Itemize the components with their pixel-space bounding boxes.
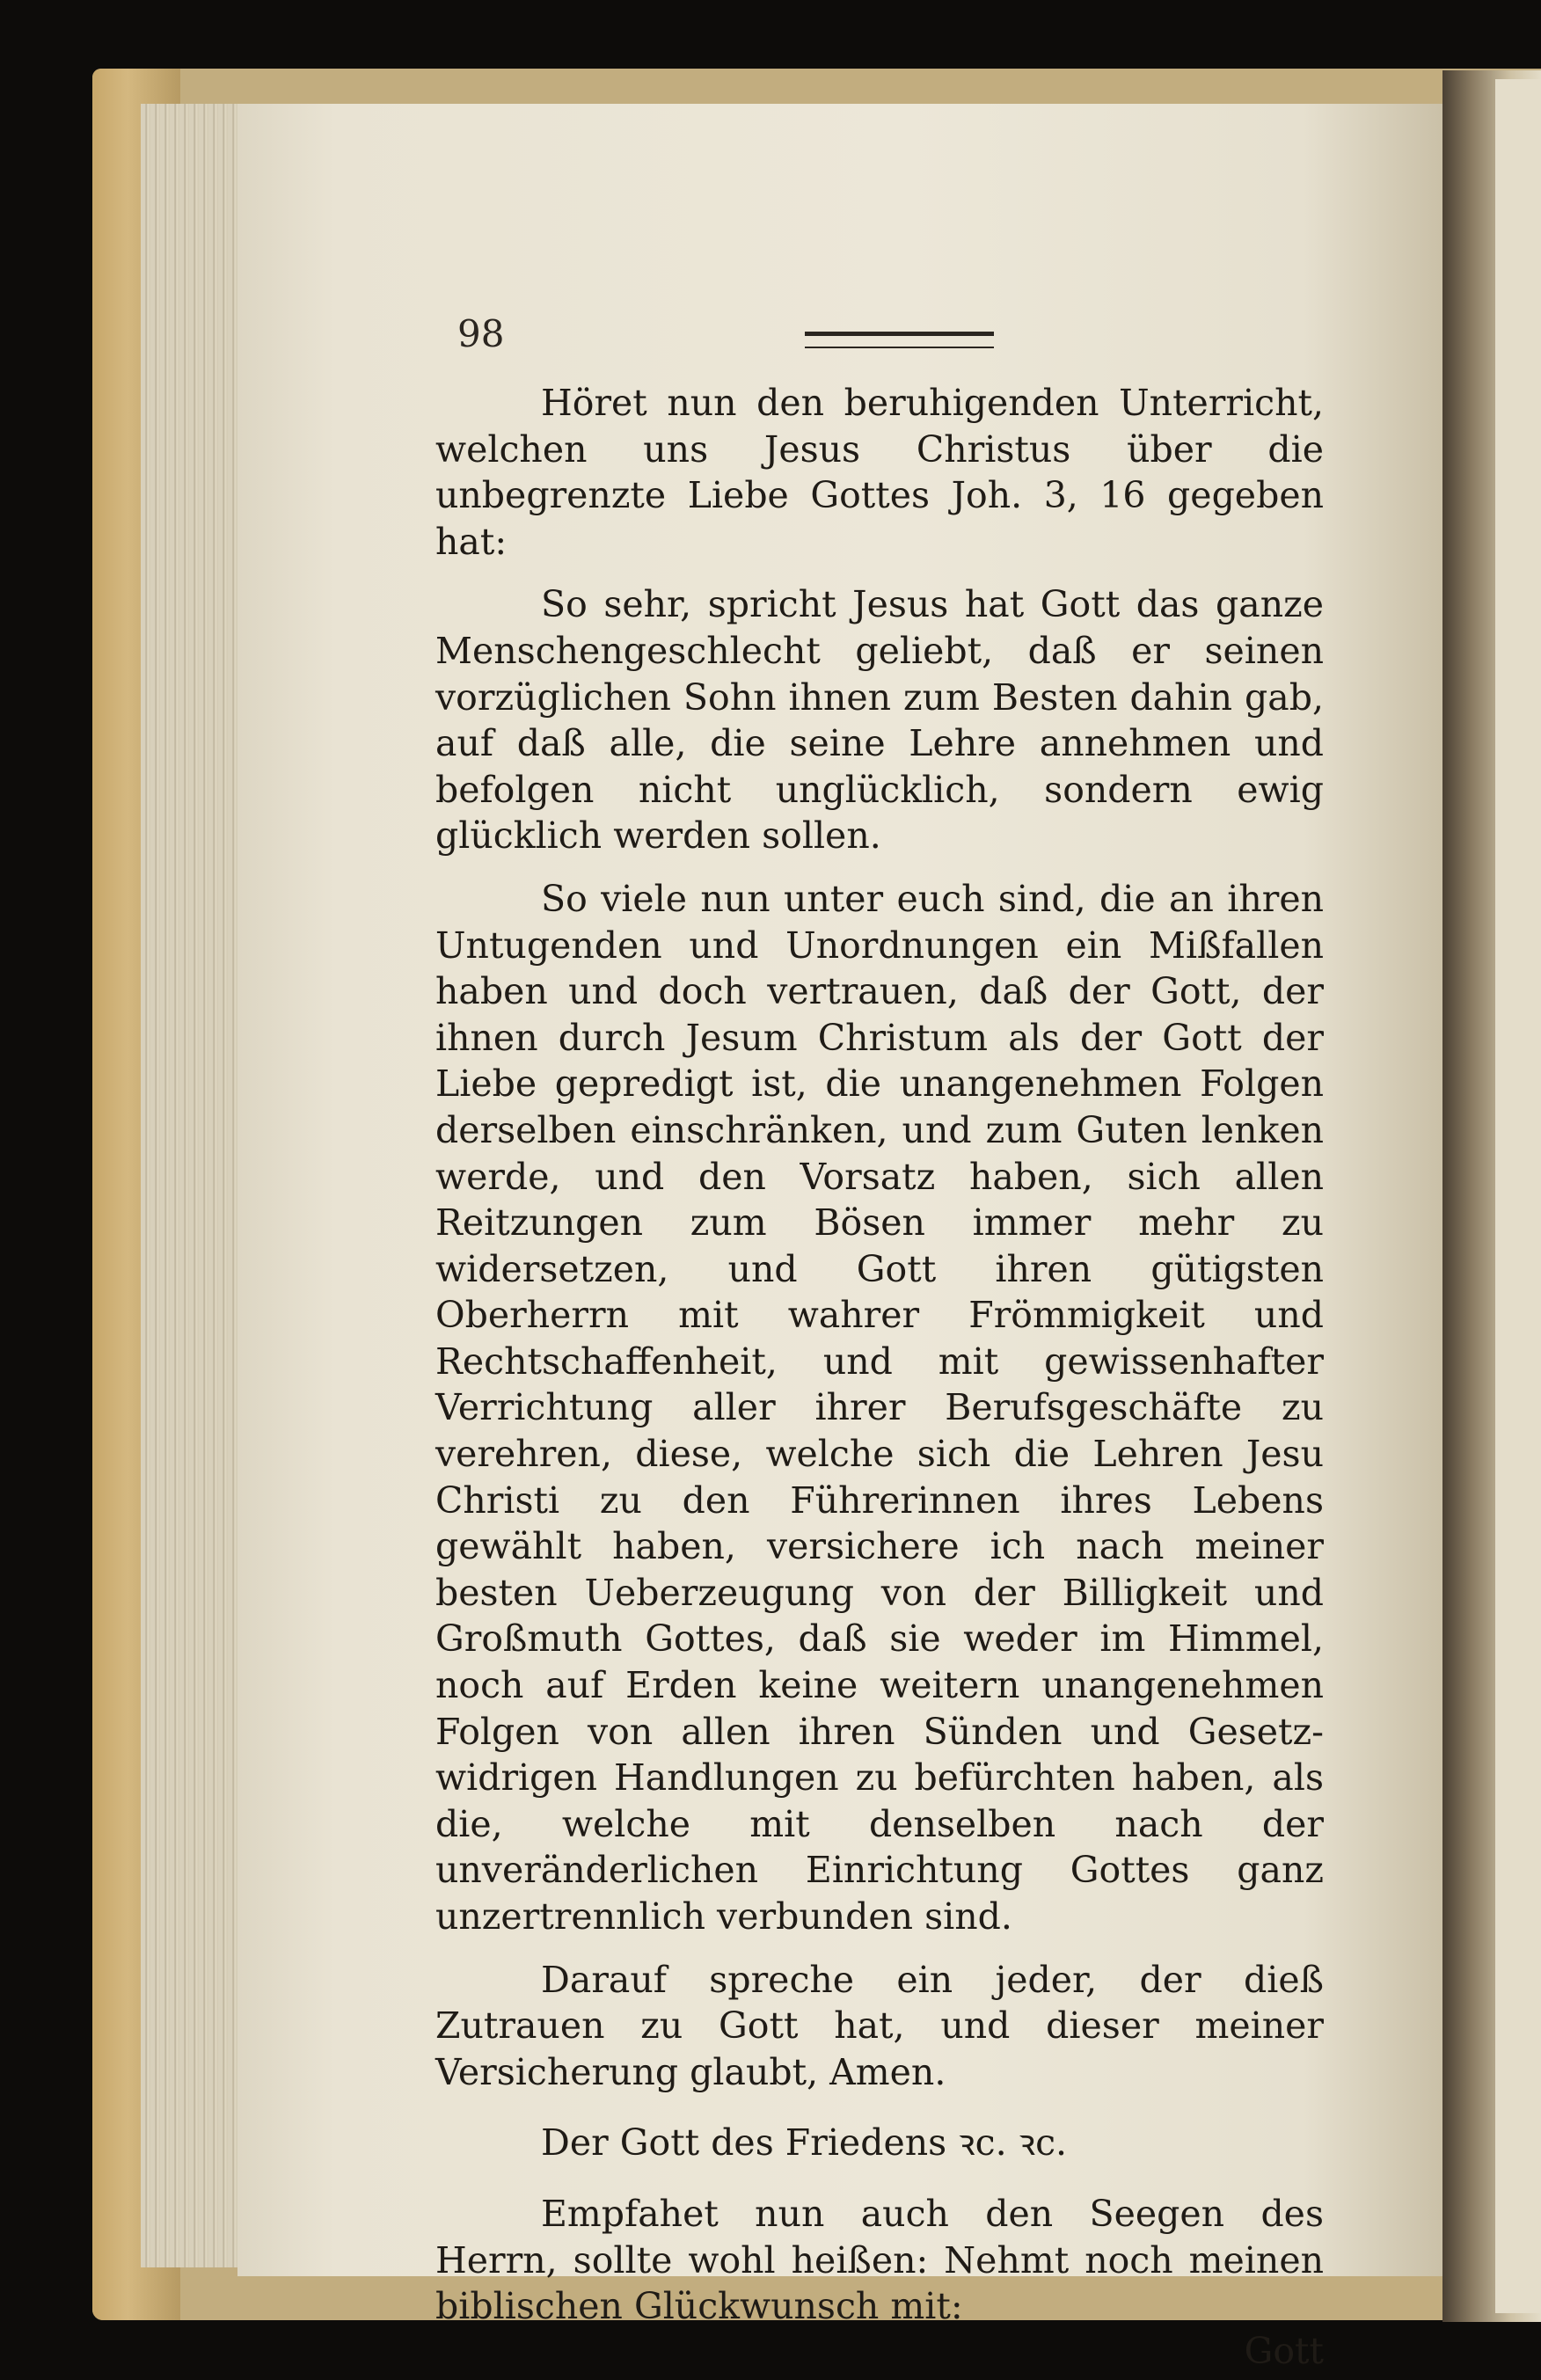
page-header [457, 312, 1311, 356]
paragraph: So viele nun unter euch sind, die an ihren Untugenden und Unordnungen ein Mißfallen haben und doch vertrauen, daß der Gott, der ihnen durch Jesum Christum als der Gott der Liebe gepredigt ist, die unangenehmen Folgen derselben einschränken, und zum Guten lenken werde, und den Vorsatz haben, sich allen Reitzungen zum Bösen immer mehr zu widersetzen, und Gott ihren gütigsten Oberherrn mit wahrer Frömmigkeit und Rechtschaffenheit, und mit gewissenhafter Verrichtung aller ihrer Berufsgeschäfte zu verehren, diese, welche sich die Lehren Jesu Christi zu den Führerinnen ihres Lebens gewählt haben, versichere ich nach meiner besten Ueberzeugung von der Billigkeit und Großmuth Gottes, daß sie weder im Himmel, noch auf Erden keine weitern unangenehmen Folgen von allen ihren Sünden und Gesetz-widrigen Handlungen zu befürchten haben, als die, welche mit denselben nach der unveränderlichen Einrichtung Gottes ganz unzertrennlich verbunden sind. [435, 877, 1324, 1938]
catchword: Gott [1244, 2330, 1324, 2372]
page-number: 98 [457, 312, 505, 355]
paragraph: Höret nun den beruhigenden Unterricht, welchen uns Jesus Christus über die unbegrenzte Liebe Gottes Joh. 3, 16 gegeben hat: [435, 382, 1324, 563]
page-text [435, 380, 1324, 2372]
paragraph: So sehr, spricht Jesus hat Gott das ganze Menschengeschlecht geliebt, daß er seinen vorzüglichen Sohn ihnen zum Besten dahin gab, auf daß alle, die seine Lehre annehmen und befolgen nicht unglücklich, sondern ewig glücklich werden sollen. [435, 583, 1324, 858]
facing-page-edge [1495, 79, 1541, 2313]
page-stack-edge [141, 104, 246, 2267]
paragraph: Der Gott des Friedens ꝛc. ꝛc. [541, 2121, 1068, 2165]
paragraph: Empfahet nun auch den Seegen des Herrn, sollte wohl heißen: Nehmt noch meinen biblischen Glückwunsch mit: [435, 2192, 1324, 2328]
header-rule [805, 332, 994, 348]
paragraph: Darauf spreche ein jeder, der dieß Zutrauen zu Gott hat, und dieser meiner Versicherung glaubt, Amen. [435, 1958, 1324, 2093]
